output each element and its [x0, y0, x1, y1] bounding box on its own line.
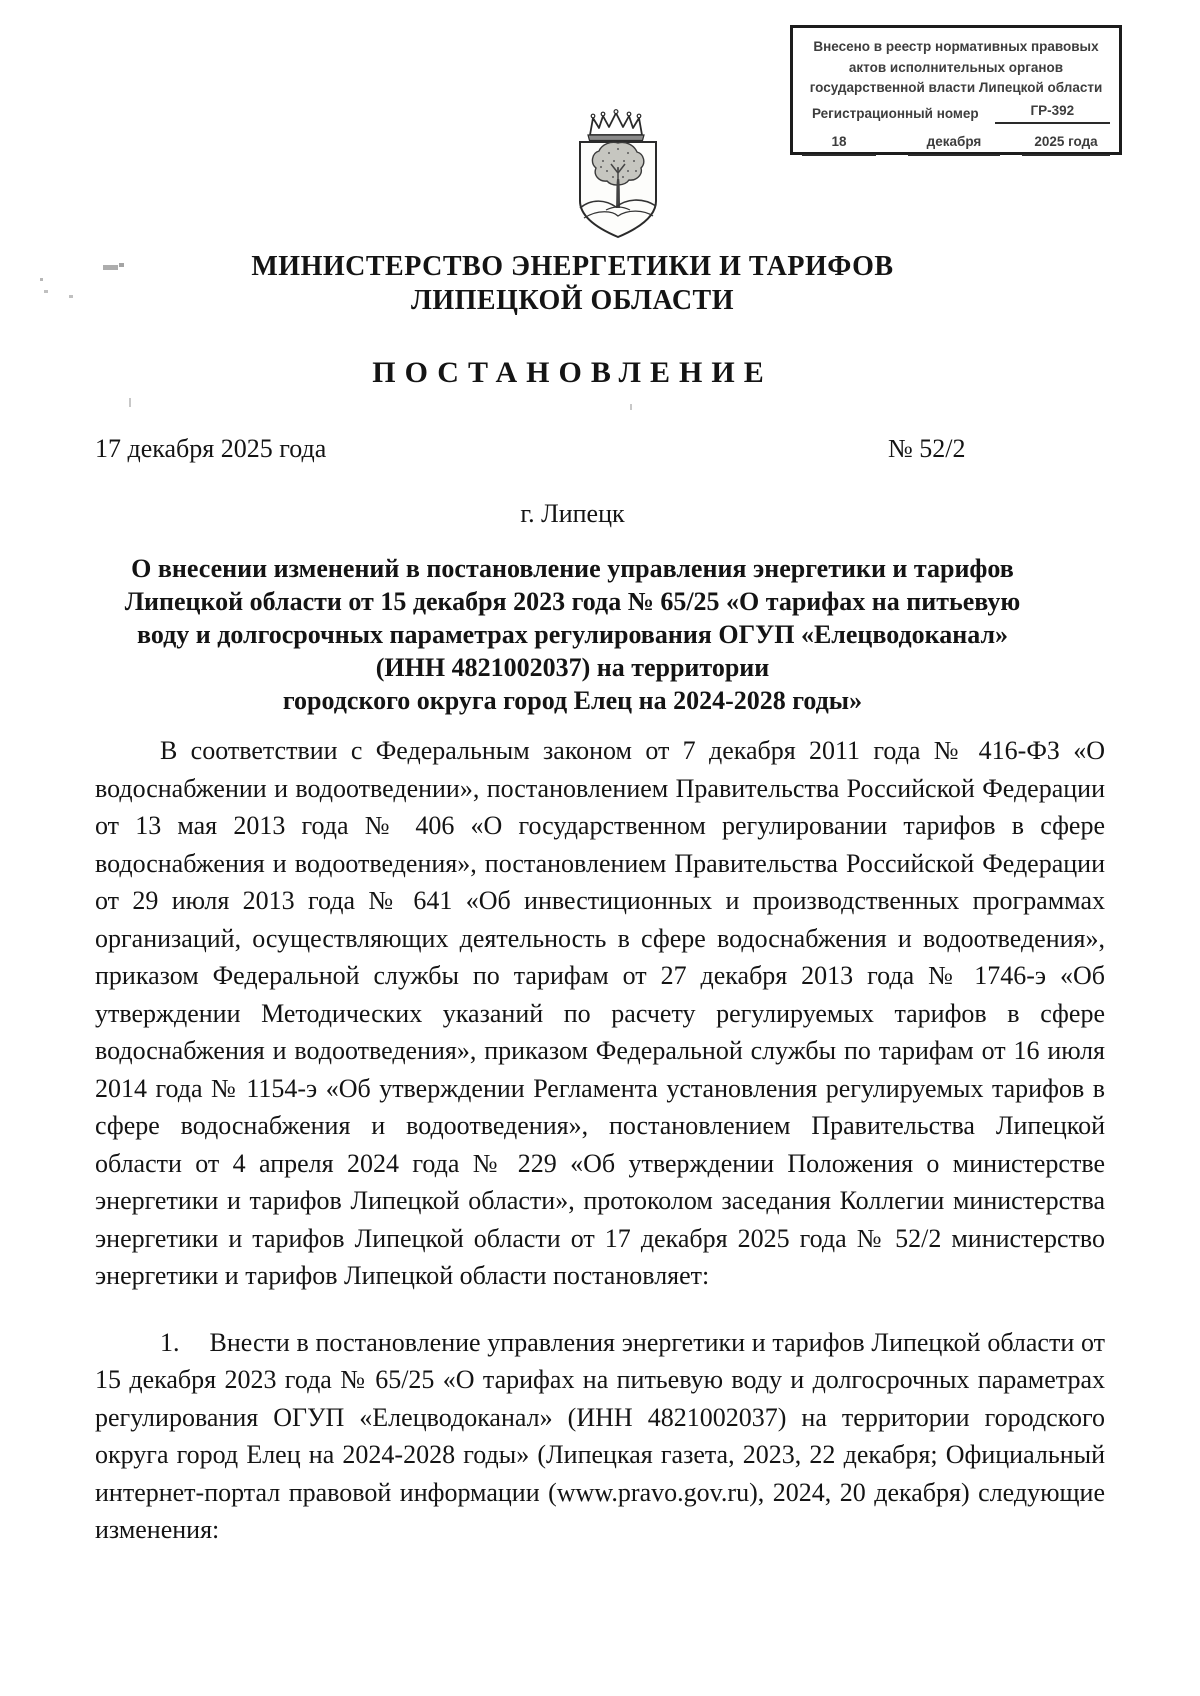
stamp-date-month: декабря [908, 132, 1000, 156]
document-number: № 52/2 [888, 434, 966, 463]
scan-artifact [119, 263, 124, 267]
scan-artifact [630, 404, 632, 410]
subject-line-3: воду и долгосрочных параметрах регулирования ОГУП «Елецводоканал» [136, 620, 1009, 649]
ministry-name [95, 250, 1105, 318]
subject-line-4: (ИНН 4821002037) на территории [375, 653, 770, 682]
ministry-name-line-2: ЛИПЕЦКОЙ ОБЛАСТИ [411, 285, 734, 316]
scan-artifact [103, 265, 118, 270]
body-item-1 [95, 1324, 1105, 1549]
scan-artifact [40, 278, 43, 281]
ministry-name-line-1: МИНИСТЕРСТВО ЭНЕРГЕТИКИ И ТАРИФОВ [251, 251, 894, 282]
stamp-reg-number-label: Регистрационный номер [812, 105, 979, 121]
stamp-date-day: 18 [802, 132, 876, 156]
subject-line-1: О внесении изменений в постановление управления энергетики и тарифов [131, 554, 1014, 583]
document-city: г. Липецк [520, 499, 625, 528]
stamp-date-year: 2025 года [1022, 132, 1110, 156]
subject-line-2: Липецкой области от 15 декабря 2023 года № 65/25 «О тарифах на питьевую [124, 587, 1021, 616]
stamp-line-2: актов исполнительных органов [848, 59, 1064, 75]
scan-artifact [69, 295, 73, 298]
stamp-line-3: государственной власти Липецкой области [809, 80, 1103, 95]
subject-line-5: городского округа город Елец на 2024-2028 годы» [282, 686, 863, 715]
document-date: 17 декабря 2025 года [95, 434, 327, 463]
item-1-number: 1. [160, 1327, 180, 1357]
date-number-row [95, 434, 1105, 468]
stamp-reg-number-value: ГР-392 [995, 101, 1110, 125]
document-subject-title [95, 552, 1105, 717]
document-type-title: ПОСТАНОВЛЕНИЕ [372, 356, 773, 389]
scan-artifact [129, 398, 131, 407]
scan-artifact [44, 290, 48, 293]
stamp-line-1: Внесено в реестр нормативных правовых [813, 39, 1099, 54]
item-1-text: Внести в постановление управления энергетики и тарифов Липецкой области от 15 декабря 2023 года № 65/25 «О тарифах на питьевую воду и долгосрочных параметрах регулирования ОГУП «Елецводоканал» (ИНН 4821002037) на территории городского округа город Елец на 2024-2028 годы» (Липецкая газета, 2023, 22 декабря; Официальный интернет-портал правовой информации (www.pravo.gov.ru), 2024, 20 декабря) следующие изменения: [95, 1327, 1105, 1544]
preamble-paragraph: В соответствии с Федеральным законом от 7 декабря 2011 года № 416-ФЗ «О водоснабжении и водоотведении», постановлением Правительства Российской Федерации от 13 мая 2013 года № 406 «О государственном регулировании тарифов в сфере водоснабжения и водоотведения», постановлением Правительства Российской Федерации от 29 июля 2013 года № 641 «Об инвестиционных и производственных программах организаций, осуществляющих деятельность в сфере водоснабжения и водоотведения», приказом Федеральной службы по тарифам от 27 декабря 2013 года № 1746-э «Об утверждении Методических указаний по расчету регулируемых тарифов в сфере водоснабжения и водоотведения», приказом Федеральной службы по тарифам от 16 июля 2014 года № 1154-э «Об утверждении Регламента установления регулируемых тарифов в сфере водоснабжения и водоотведения», постановлением Правительства Липецкой области от 4 апреля 2024 года № 229 «Об утверждении Положения о министерстве энергетики и тарифов Липецкой области», протоколом заседания Коллегии министерства энергетики и тарифов Липецкой области от 17 декабря 2025 года № 52/2 министерство энергетики и тарифов Липецкой области постановляет: [95, 736, 1105, 1290]
